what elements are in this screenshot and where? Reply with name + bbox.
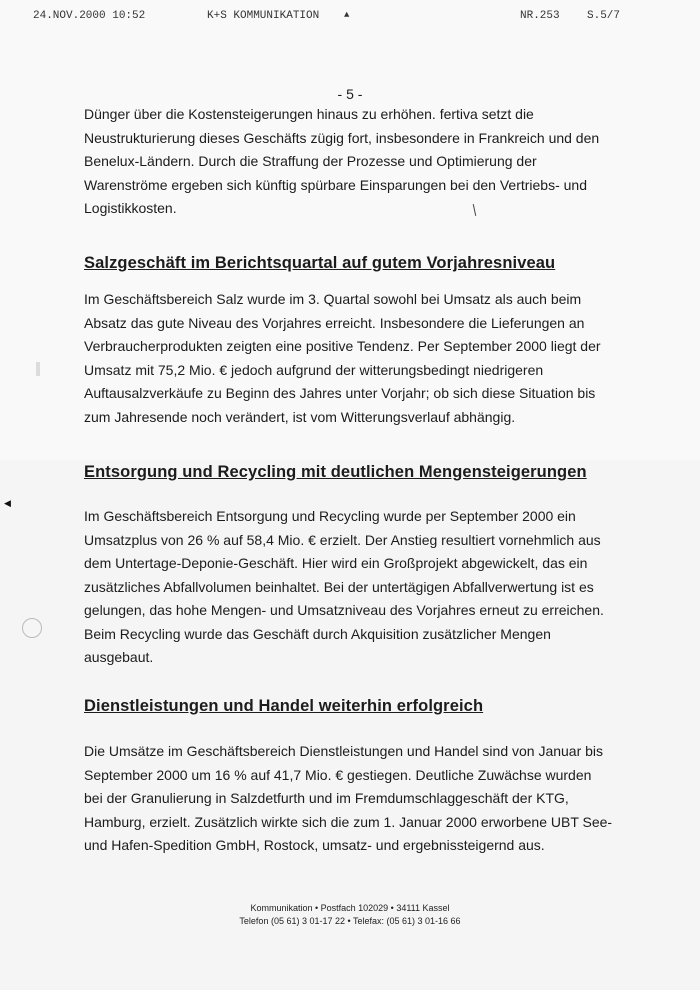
text-line: ausgebaut.	[84, 649, 154, 665]
text-line: und Hafen-Spedition GmbH, Rostock, umsatz- und ergebnissteigernd aus.	[84, 837, 545, 853]
text-line: September 2000 um 16 % auf 41,7 Mio. € gestiegen. Deutliche Zuwächse wurden	[84, 766, 592, 783]
text-line: Warenströme ergeben sich künftig spürbare Einsparungen bei den Vertriebs- und	[84, 176, 587, 193]
section-heading-entsorgung: Entsorgung und Recycling mit deutlichen Mengensteigerungen	[84, 463, 587, 481]
text-line: Beim Recycling wurde das Geschäft durch Akquisition zusätzlicher Mengen	[84, 625, 551, 642]
fax-header	[0, 10, 700, 26]
section-heading-dienstleistungen: Dienstleistungen und Handel weiterhin erfolgreich	[84, 697, 484, 715]
text-line: Absatz das gute Niveau des Vorjahres erreicht. Insbesondere die Lieferungen an	[84, 314, 585, 331]
margin-arrow-icon: ◀	[4, 498, 11, 508]
text-line: zusätzliches Abfallvolumen beinhaltet. Bei der untertägigen Abfallverwertung ist es	[84, 578, 594, 595]
text-line: Dünger über die Kostensteigerungen hinaus zu erhöhen. fertiva setzt die	[84, 106, 534, 122]
text-line: Verbraucherprodukten zeigten eine positive Tendenz. Per September 2000 liegt der	[84, 338, 601, 354]
scan-artifact	[36, 362, 40, 376]
fax-number: NR.253	[520, 10, 560, 22]
section-paragraph-salz	[84, 288, 616, 429]
footer-phone: Telefon (05 61) 3 01-17 22 • Telefax: (05 61) 3 01-16 66	[239, 916, 461, 926]
intro-paragraph	[84, 103, 616, 221]
text-line: Neustrukturierung dieses Geschäfts zügig fort, insbesondere in Frankreich und den	[84, 129, 600, 146]
text-line: Benelux-Ländern. Durch die Straffung der Prozesse und Optimierung der	[84, 153, 537, 169]
section-paragraph-dienstleistungen	[84, 740, 616, 858]
page-number: - 5 -	[337, 86, 363, 102]
text-line: Hamburg, erzielt. Zusätzlich wirkte sich die zum 1. Januar 2000 erworbene UBT See-	[84, 813, 613, 830]
punch-hole-mark	[22, 618, 42, 638]
fax-page: S.5/7	[587, 10, 621, 22]
section-heading-salz: Salzgeschäft im Berichtsquartal auf gutem Vorjahresniveau	[84, 254, 556, 272]
text-line: bei der Granulierung in Salzdetfurth und im Fremdumschlaggeschäft der KTG,	[84, 790, 569, 806]
text-line: zum Jahresende noch verändert, ist vom Witterungsverlauf abhängig.	[84, 408, 516, 425]
fax-mark-icon: ▲	[344, 10, 350, 20]
text-line: Im Geschäftsbereich Entsorgung und Recycling wurde per September 2000 ein	[84, 508, 576, 524]
letter-footer	[0, 902, 700, 928]
text-line: Logistikkosten.	[84, 200, 177, 216]
text-line: Umsatzplus von 26 % auf 58,4 Mio. € erzielt. Der Anstieg resultiert vornehmlich aus	[84, 531, 601, 548]
text-line: gelungen, das hohe Mengen- und Umsatzniveau des Vorjahres erneut zu erreichen.	[84, 602, 604, 618]
fax-sender: K+S KOMMUNIKATION	[207, 10, 320, 22]
section-paragraph-entsorgung	[84, 505, 616, 670]
text-line: Im Geschäftsbereich Salz wurde im 3. Quartal sowohl bei Umsatz als auch beim	[84, 291, 582, 307]
text-line: Die Umsätze im Geschäftsbereich Dienstleistungen und Handel sind von Januar bis	[84, 743, 604, 759]
text-line: Umsatz mit 75,2 Mio. € jedoch aufgrund der witterungsbedingt niedrigeren	[84, 361, 544, 378]
text-line: Auftausalzverkäufe zu Beginn des Jahres unter Vorjahr; ob sich diese Situation bis	[84, 385, 596, 401]
text-line: dem Untertage-Deponie-Geschäft. Hier wird ein Großprojekt abgewickelt, das ein	[84, 555, 588, 571]
fax-date-time: 24.NOV.2000 10:52	[33, 10, 146, 22]
footer-address: Kommunikation • Postfach 102029 • 34111 Kassel	[250, 903, 450, 913]
